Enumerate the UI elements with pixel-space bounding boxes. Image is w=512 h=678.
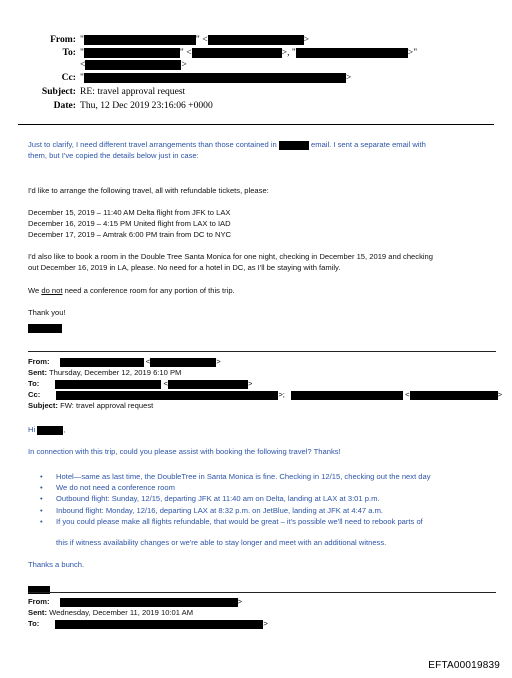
greeting-text: Hi: [28, 425, 36, 434]
emphasis-text: do not: [41, 286, 63, 295]
to-value-cont: [80, 59, 187, 70]
flight-item: December 17, 2019 – Amtrak 6:00 PM train from DC to NYC: [28, 230, 232, 239]
forward-divider: [28, 592, 496, 593]
document-id: EFTA00019839: [428, 660, 500, 671]
to-value: [80, 47, 417, 58]
redaction-block: [85, 60, 181, 70]
address-close: >: [216, 357, 221, 366]
redaction-block: [55, 380, 161, 389]
conference-text: need a conference room for any portion of this trip.: [62, 286, 235, 295]
bullet-continuation: this if witness availability changes or we're able to stay longer and meet with an additional witness.: [56, 538, 387, 547]
redaction-block: [60, 598, 238, 607]
quote-mark: ": [80, 47, 84, 58]
address-separator: >, ": [281, 47, 296, 58]
address-open: <: [145, 357, 151, 366]
signature-redaction: [28, 320, 62, 338]
list-item: • Inbound flight: Monday, 12/16, departing LAX at 8:32 p.m. on JetBlue, landing at JFK at 4:47 a.m.: [40, 505, 431, 516]
redaction-block: [28, 324, 62, 333]
travel-bullet-list: [40, 471, 431, 527]
sent-label: Sent:: [28, 608, 47, 617]
redaction-block: [192, 48, 282, 58]
greeting-punct: ,: [63, 425, 66, 434]
conference-line: [28, 286, 235, 296]
sent-value: Thursday, December 12, 2019 6:10 PM: [48, 368, 182, 377]
fwd2-sent-row: [28, 608, 193, 618]
redaction-block: [168, 380, 248, 389]
list-item: • Outbound flight: Sunday, 12/15, departing JFK at 11:40 am on Delta, landing at LAX at 3:01 p.m.: [40, 493, 431, 504]
fwd1-request: In connection with this trip, could you please assist with booking the following travel? Thanks!: [28, 447, 341, 456]
redaction-block: [37, 425, 66, 435]
sent-label: Sent:: [28, 368, 47, 377]
sent-value: Wednesday, December 11, 2019 10:01 AM: [49, 608, 194, 617]
redaction-block: [60, 358, 144, 367]
quote-mark: ": [80, 72, 84, 83]
forward-divider: [28, 351, 496, 352]
list-item: • If you could please make all flights refundable, that would be great – it's possible we'll need to rebook parts of: [40, 516, 431, 527]
address-close: >: [181, 59, 187, 70]
cc-label: Cc:: [61, 72, 76, 83]
reply-text: email. I sent a separate email with: [311, 140, 426, 149]
address-close: >: [345, 72, 352, 83]
list-item: • We do not need a conference room: [40, 482, 431, 493]
redaction-block: [208, 35, 304, 45]
hotel-line-2: out December 16, 2019 in LA, please. No need for a hotel in DC, as I'll be staying with family.: [28, 263, 341, 272]
fwd1-sent-row: [28, 368, 181, 378]
to-label: To:: [28, 619, 40, 628]
to-label: To:: [62, 47, 76, 58]
subject-label: Subject:: [41, 86, 76, 97]
conference-text: We: [28, 286, 42, 295]
quote-mark: ": [80, 34, 84, 45]
redaction-block: [84, 35, 196, 45]
redaction-block: [150, 358, 216, 367]
address-end: >": [407, 47, 418, 58]
redaction-block: [56, 391, 278, 400]
travel-intro: I'd like to arrange the following travel, all with refundable tickets, please:: [28, 186, 269, 195]
from-label: From:: [28, 357, 50, 366]
redaction-block: [55, 620, 263, 629]
reply-line-2: them, but I've copied the details below just in case:: [28, 151, 199, 160]
hotel-line-1: I'd also like to book a room in the Double Tree Santa Monica for one night, checking in December 15, 2019 and checking: [28, 252, 434, 261]
address-close: >: [263, 619, 268, 628]
cc-value: [80, 72, 351, 83]
redaction-block: [410, 391, 498, 400]
fwd1-from-row: [28, 357, 221, 367]
fwd1-subject-row: [28, 401, 153, 411]
redaction-block: [296, 48, 408, 58]
fwd2-from-row: [28, 597, 242, 607]
redaction-block: [84, 73, 346, 83]
flight-item: December 16, 2019 – 4:15 PM United flight from LAX to IAD: [28, 219, 231, 228]
cc-label: Cc:: [28, 390, 41, 399]
address-close: >;: [278, 390, 285, 399]
fwd2-to-row: [28, 619, 268, 629]
subject-value: FW: travel approval request: [60, 401, 154, 410]
date-value: Thu, 12 Dec 2019 23:16:06 +0000: [80, 100, 213, 111]
reply-line-1: [28, 140, 426, 150]
fwd1-to-row: [28, 379, 252, 389]
address-open: <: [80, 59, 86, 70]
fwd1-greeting: [28, 425, 65, 435]
redaction-block: [84, 48, 180, 58]
address-close: >: [247, 379, 253, 388]
from-label: From:: [28, 597, 50, 606]
address-open: " <: [179, 47, 192, 58]
flight-item: December 15, 2019 – 11:40 AM Delta flight from JFK to LAX: [28, 208, 231, 217]
address-close: >: [303, 34, 310, 45]
header-divider: [18, 124, 494, 125]
address-open: " <: [195, 34, 208, 45]
fwd1-thanks: Thanks a bunch.: [28, 560, 85, 569]
list-item: • Hotel—same as last time, the DoubleTree in Santa Monica is fine. Checking in 12/15, checking out the next day: [40, 471, 431, 482]
to-label: To:: [28, 379, 40, 388]
subject-label: Subject:: [28, 401, 58, 410]
address-open: <: [405, 390, 410, 399]
reply-text: Just to clarify, I need different travel arrangements than those contained in: [28, 140, 277, 149]
fwd1-cc-row: [28, 390, 502, 400]
subject-value: RE: travel approval request: [80, 86, 186, 97]
redaction-block: [291, 391, 403, 400]
redaction-block: [279, 141, 309, 150]
thank-you: Thank you!: [28, 308, 66, 317]
date-label: Date:: [53, 100, 76, 111]
from-value: [80, 34, 309, 45]
address-open: <: [163, 379, 168, 388]
address-close: >: [237, 597, 243, 606]
from-label: From:: [50, 34, 76, 45]
address-close: >: [497, 390, 503, 399]
